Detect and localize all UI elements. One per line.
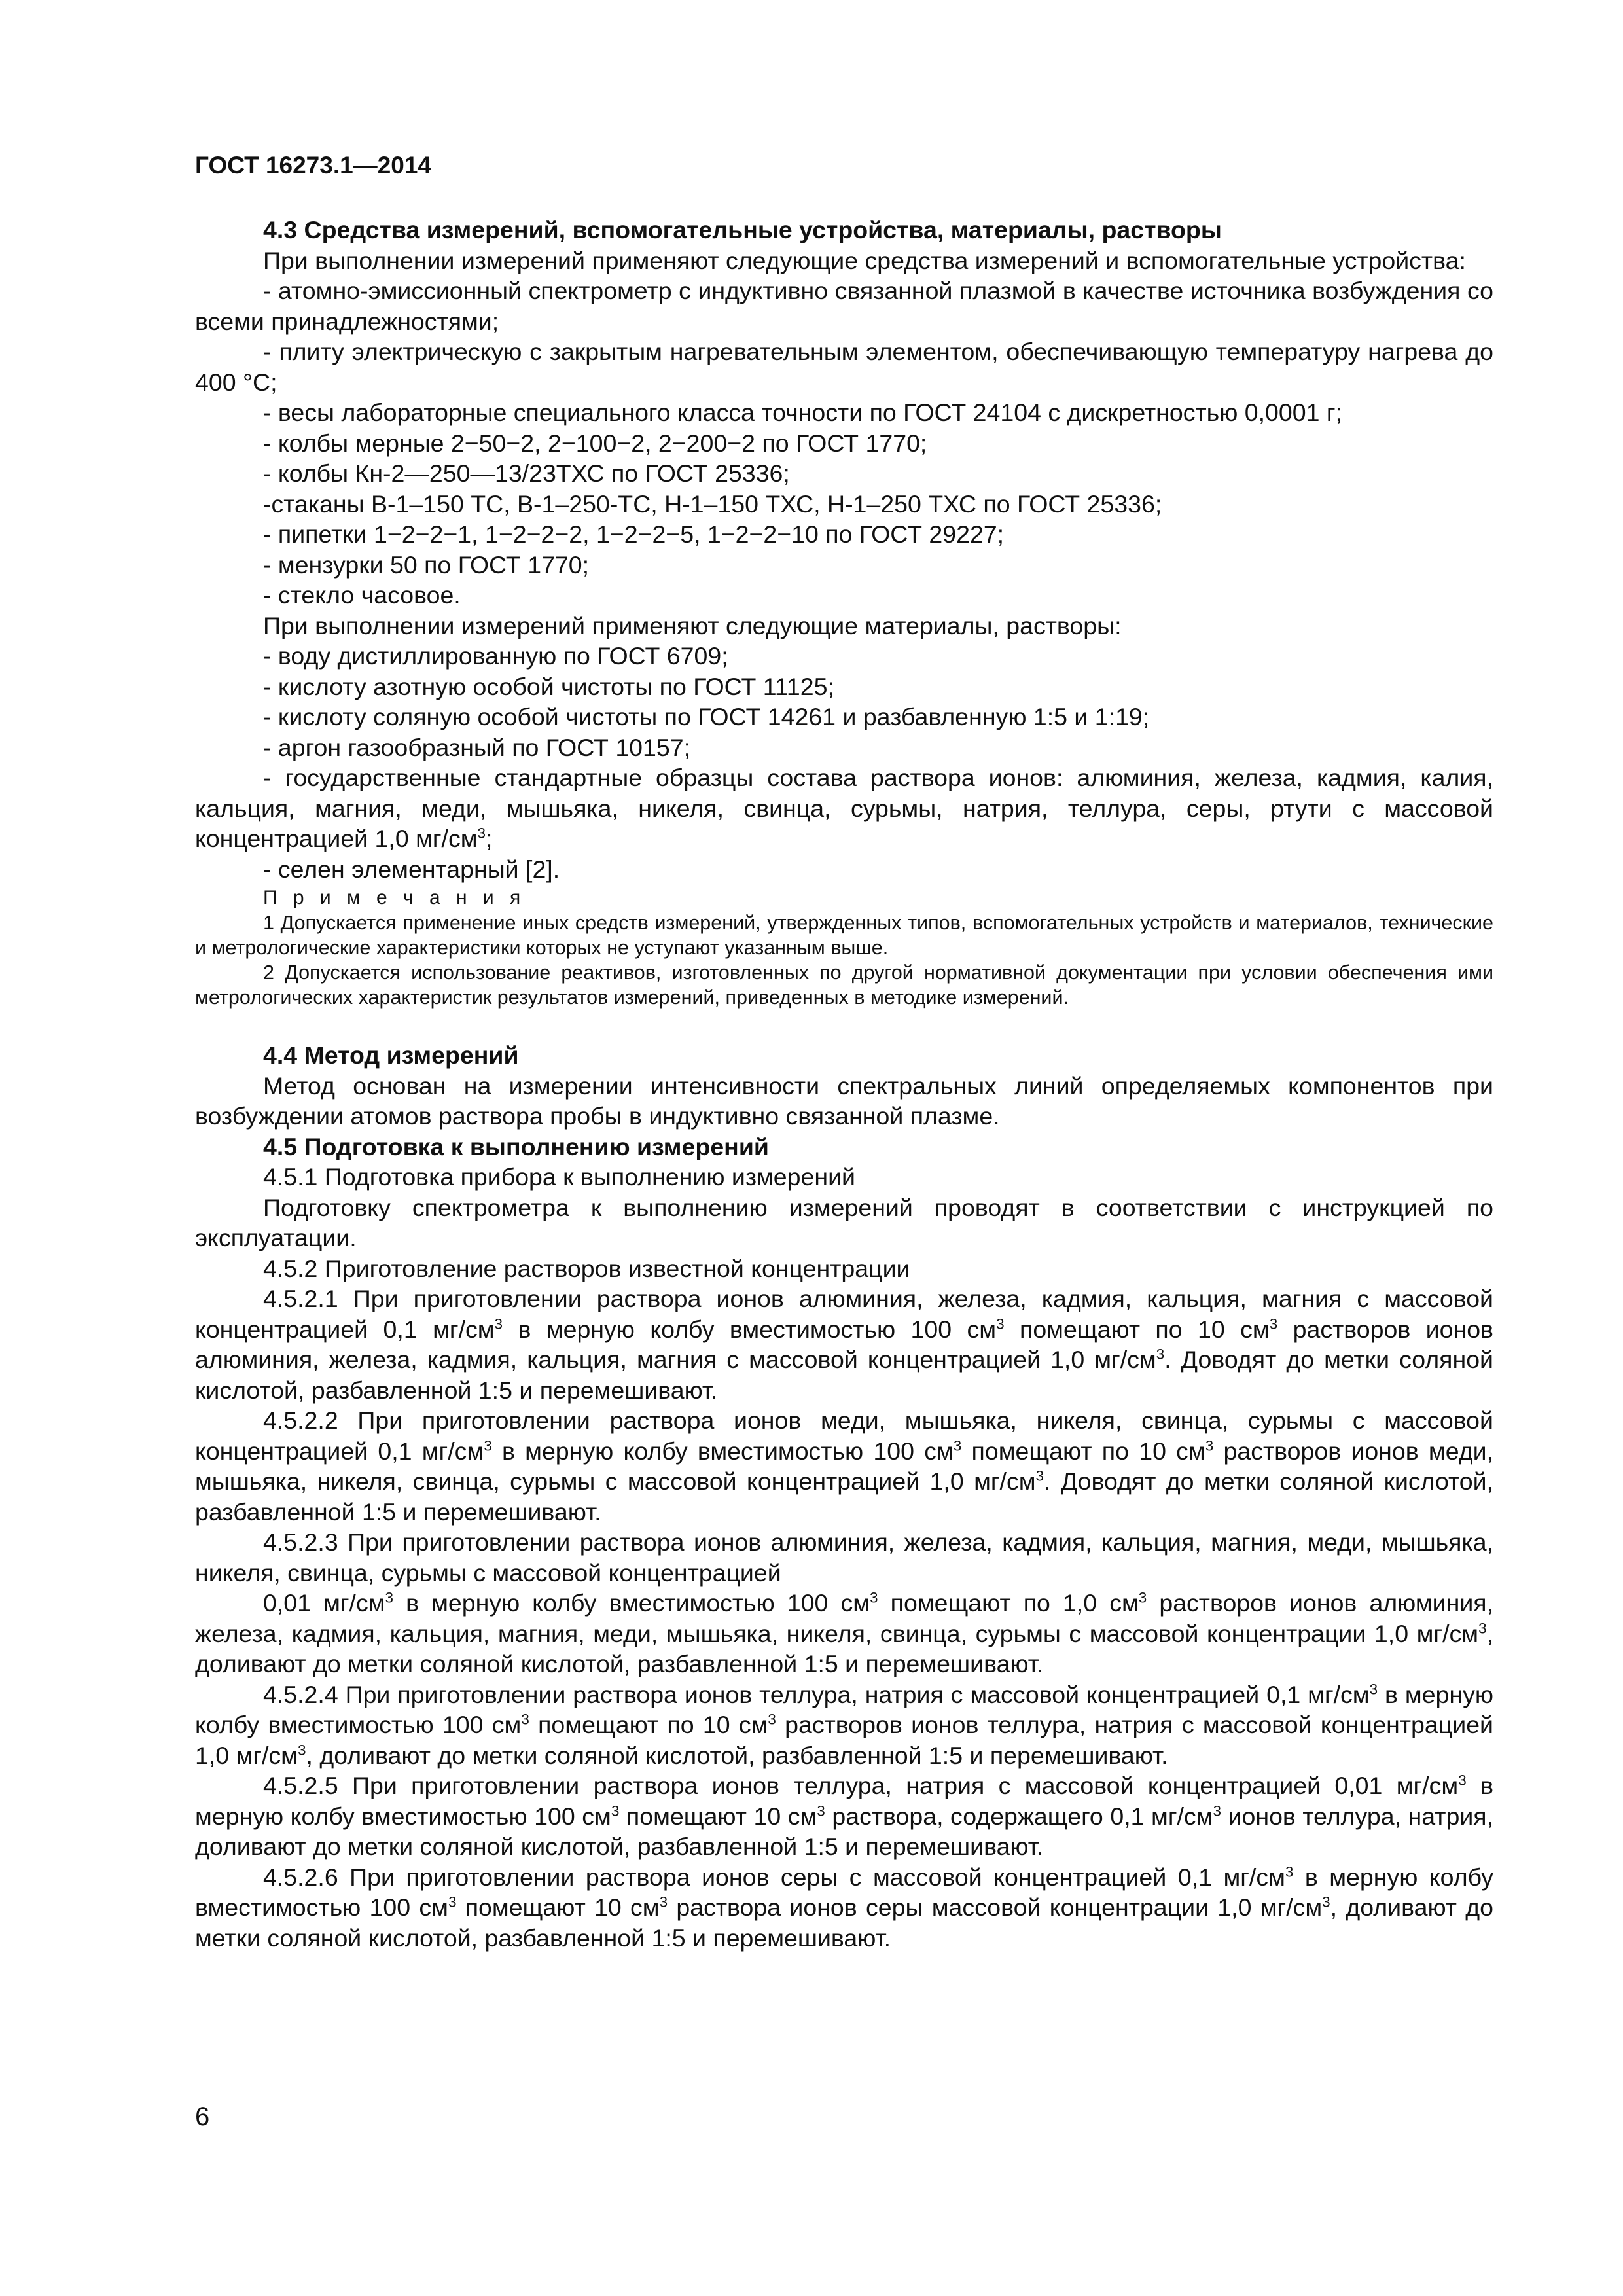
paragraph-4-5-2-3-intro: 4.5.2.3 При приготовлении раствора ионов алюминия, железа, кадмия, кальция, магния, меди, мышьяка, никеля, свинца, сурьмы с массовой концентрацией: [195, 1528, 1493, 1587]
paragraph-4-5-2-4: 4.5.2.4 При приготовлении раствора ионов теллура, натрия с массовой концентрацией 0,1 $мг/см^3$ в мерную колбу вместимостью 100 $см^3$ помещают по 10 $см^3$ растворов ионов теллура, натрия с массовой концентрацией 1,0 $мг/см^3$, доливают до метки соляной кислотой, разбавленной 1:5 и перемешивают.: [195, 1680, 1493, 1769]
equipment-item-balance: - весы лабораторные специального класса точности по ГОСТ 24104 с дискретностью 0,0001 г;: [263, 399, 1342, 426]
material-item-argon: - аргон газообразный по ГОСТ 10157;: [263, 733, 691, 761]
paragraph-4-5-2-2: 4.5.2.2 При приготовлении раствора ионов меди, мышьяка, никеля, свинца, сурьмы с массовой концентрацией 0,1 $мг/см^3$ в мерную колбу вместимостью 100 $см^3$ помещают по 10 $см^3$ растворов ионов меди, мышьяка, никеля, свинца, сурьмы с массовой концентрацией 1,0 $мг/см^3$. Доводят до метки соляной кислотой, разбавленной 1:5 и перемешивают.: [195, 1407, 1493, 1526]
paragraph-4-5-2-5: 4.5.2.5 При приготовлении раствора ионов теллура, натрия с массовой концентрацией 0,01 $мг/см^3$ в мерную колбу вместимостью 100 $см^3$ помещают 10 $см^3$ раствора, содержащего 0,1 $мг/см^3$ ионов теллура, натрия, доливают до метки соляной кислотой, разбавленной 1:5 и перемешивают.: [195, 1772, 1494, 1860]
section-4-4-title: 4.4 Метод измерений: [263, 1041, 519, 1069]
notes-title: П р и м е ч а н и я: [263, 887, 526, 908]
paragraph-4-5-2-6: 4.5.2.6 При приготовлении раствора ионов серы с массовой концентрацией 0,1 $мг/см^3$ в мерную колбу вместимостью 100 $см^3$ помещают 10 $см^3$ раствора ионов серы массовой концентрации 1,0 $мг/см^3$, доливают до метки соляной кислотой, разбавленной 1:5 и перемешивают.: [195, 1863, 1494, 1952]
section-4-5-title: 4.5 Подготовка к выполнению измерений: [263, 1132, 769, 1160]
section-4-5-1-text: Подготовку спектрометра к выполнению измерений проводят в соответствии с инструкцией по эксплуатации.: [195, 1193, 1493, 1251]
section-4-3-title: 4.3 Средства измерений, вспомогательные устройства, материалы, растворы: [263, 216, 1222, 243]
equipment-item-cylinders: - мензурки 50 по ГОСТ 1770;: [263, 550, 590, 579]
section-4-5-2-title: 4.5.2 Приготовление растворов известной концентрации: [263, 1254, 910, 1282]
equipment-item-hotplate: - плиту электрическую с закрытым нагревательным элементом, обеспечивающую температуру нагрева до 400 °С;: [195, 338, 1493, 396]
equipment-item-pipettes: - пипетки 1−2−2−1, 1−2−2−2, 1−2−2−5, 1−2−2−10 по ГОСТ 29227;: [263, 520, 1005, 548]
paragraph-4-5-2-1: 4.5.2.1 При приготовлении раствора ионов алюминия, железа, кадмия, кальция, магния с массовой концентрацией 0,1 $мг/см^3$ в мерную колбу вместимостью 100 $см^3$ помещают по 10 $см^3$ растворов ионов алюминия, железа, кадмия, кальция, магния с массовой концентрацией 1,0 $мг/см^3$. Доводят до метки соляной кислотой, разбавленной 1:5 и перемешивают.: [195, 1285, 1493, 1404]
section-4-3-intro-equipment: При выполнении измерений применяют следующие средства измерений и вспомогательные устройства:: [263, 246, 1466, 274]
equipment-item-conical-flasks: - колбы Кн-2—250—13/23ТХС по ГОСТ 25336;: [263, 459, 790, 487]
equipment-item-beakers: -стаканы В-1–150 ТС, В-1–250-ТС, Н-1–150 ТХС, Н-1–250 ТХС по ГОСТ 25336;: [263, 490, 1162, 518]
page-number: 6: [195, 2102, 210, 2131]
material-item-hydrochloric-acid: - кислоту соляную особой чистоты по ГОСТ 14261 и разбавленную 1:5 и 1:19;: [263, 703, 1150, 730]
equipment-item-volumetric-flasks: - колбы мерные 2−50−2, 2−100−2, 2−200−2 по ГОСТ 1770;: [263, 429, 927, 457]
document-code-header: ГОСТ 16273.1—2014: [195, 152, 432, 179]
equipment-item-spectrometer: - атомно-эмиссионный спектрометр с индуктивно связанной плазмой в качестве источника возбуждения со всеми принадлежностями;: [195, 277, 1493, 335]
section-4-3-intro-materials: При выполнении измерений применяют следующие материалы, растворы:: [263, 611, 1122, 639]
section-4-4-text: Метод основан на измерении интенсивности спектральных линий определяемых компонентов при возбуждении атомов раствора пробы в индуктивно связанной плазме.: [195, 1071, 1493, 1130]
equipment-item-watch-glass: - стекло часовое.: [263, 581, 461, 609]
note-2: 2 Допускается использование реактивов, изготовленных по другой нормативной документации при условии обеспечения ими метрологических характеристик результатов измерений, приведенных в методике измерений.: [195, 961, 1493, 1009]
section-4-5-1-title: 4.5.1 Подготовка прибора к выполнению измерений: [263, 1163, 855, 1191]
material-item-water: - воду дистиллированную по ГОСТ 6709;: [263, 642, 728, 670]
paragraph-4-5-2-3: 0,01 $мг/см^3$ в мерную колбу вместимостью 100 $см^3$ помещают по 1,0 $см^3$ растворов ионов алюминия, железа, кадмия, кальция, магния, меди, мышьяка, никеля, свинца, сурьмы с массовой концентрации 1,0 $мг/см^3$, доливают до метки соляной кислотой, разбавленной 1:5 и перемешивают.: [195, 1589, 1493, 1677]
material-item-selenium: - селен элементарный [2].: [263, 855, 560, 883]
material-item-nitric-acid: - кислоту азотную особой чистоты по ГОСТ 11125;: [263, 672, 834, 700]
page-body: [195, 215, 1493, 1953]
note-1: 1 Допускается применение иных средств измерений, утвержденных типов, вспомогательных устройств и материалов, технические и метрологические характеристики которых не уступают указанным выше.: [195, 912, 1493, 959]
material-item-standard-samples: - государственные стандартные образцы состава раствора ионов: алюминия, железа, кадмия, калия, кальция, магния, меди, мышьяка, никеля, свинца, сурьмы, натрия, теллура, серы, ртути с массовой концентрацией 1,0 $мг/см^3$;: [195, 764, 1493, 852]
